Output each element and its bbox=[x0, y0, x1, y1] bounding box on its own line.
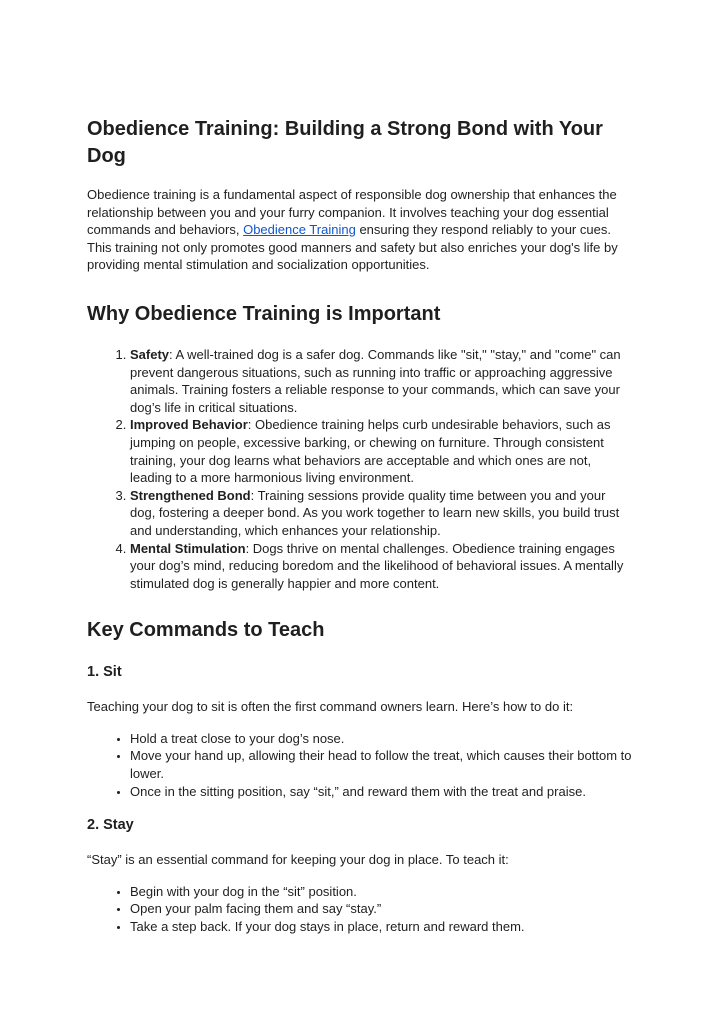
intro-text-end: ensuring they respond reliably to your cues. This training not only promotes good manners and safety but also enriches your dog's life by providing mental stimulation and socialization opportunities. bbox=[87, 222, 618, 273]
list-item bbox=[130, 346, 634, 416]
item-label: Safety bbox=[130, 346, 170, 362]
item-label: Mental Stimulation bbox=[130, 540, 246, 556]
stay-steps bbox=[87, 883, 634, 936]
sit-lead: Teaching your dog to sit is often the first command owners learn. Here’s how to do it: bbox=[87, 699, 574, 715]
commands-heading: Key Commands to Teach bbox=[87, 619, 325, 642]
list-item: • Move your hand up, allowing their head to follow the treat, which causes their bottom to lower. bbox=[130, 747, 634, 782]
why-list bbox=[87, 346, 634, 592]
item-text: : Dogs thrive on mental challenges. Obedience training engages your dog’s mind, reducing boredom and the likelihood of behavioral issues. A mentally stimulated dog is generally happier and more content. bbox=[130, 540, 624, 591]
intro-text-start: Obedience training is a fundamental aspect of responsible dog ownership that enhances the relationship between you and your furry companion. It involves teaching your dog essential commands and behaviors, bbox=[87, 187, 617, 238]
item-label: Improved Behavior bbox=[130, 417, 248, 433]
item-text: : Training sessions provide quality time between you and your dog, fostering a deeper bond. As you work together to learn new skills, you build trust and understanding, which enhances your relationship. bbox=[130, 487, 620, 538]
list-item: • Open your palm facing them and say “stay.” bbox=[130, 900, 634, 918]
obedience-training-link[interactable]: Obedience Training bbox=[243, 222, 356, 238]
stay-lead: “Stay” is an essential command for keeping your dog in place. To teach it: bbox=[87, 852, 509, 868]
sit-heading: 1. Sit bbox=[87, 664, 122, 681]
list-item: • Once in the sitting position, say “sit,” and reward them with the treat and praise. bbox=[130, 783, 634, 801]
list-item bbox=[130, 416, 634, 486]
item-text: : Obedience training helps curb undesirable behaviors, such as jumping on people, excessive barking, or chewing on furniture. Through consistent training, your dog learns what behaviors are acceptable and which ones are not, leading to a more harmonious living environment. bbox=[130, 417, 611, 486]
item-label: Strengthened Bond bbox=[130, 487, 251, 503]
stay-heading: 2. Stay bbox=[87, 817, 134, 834]
why-heading: Why Obedience Training is Important bbox=[87, 302, 441, 325]
list-item bbox=[130, 540, 634, 593]
list-item: • Begin with your dog in the “sit” position. bbox=[130, 883, 634, 901]
item-text: : A well-trained dog is a safer dog. Commands like "sit," "stay," and "come" can prevent dangerous situations, such as running into traffic or approaching aggressive animals. Training fosters a reliable response to your commands, which can save your dog’s life in critical situations. bbox=[130, 346, 621, 415]
sit-steps bbox=[87, 730, 634, 800]
list-item bbox=[130, 487, 634, 540]
intro-paragraph bbox=[87, 186, 634, 274]
list-item: • Take a step back. If your dog stays in place, return and reward them. bbox=[130, 918, 634, 936]
list-item: • Hold a treat close to your dog’s nose. bbox=[130, 730, 634, 748]
document-title: Obedience Training: Building a Strong Bond with Your Dog bbox=[87, 118, 603, 167]
